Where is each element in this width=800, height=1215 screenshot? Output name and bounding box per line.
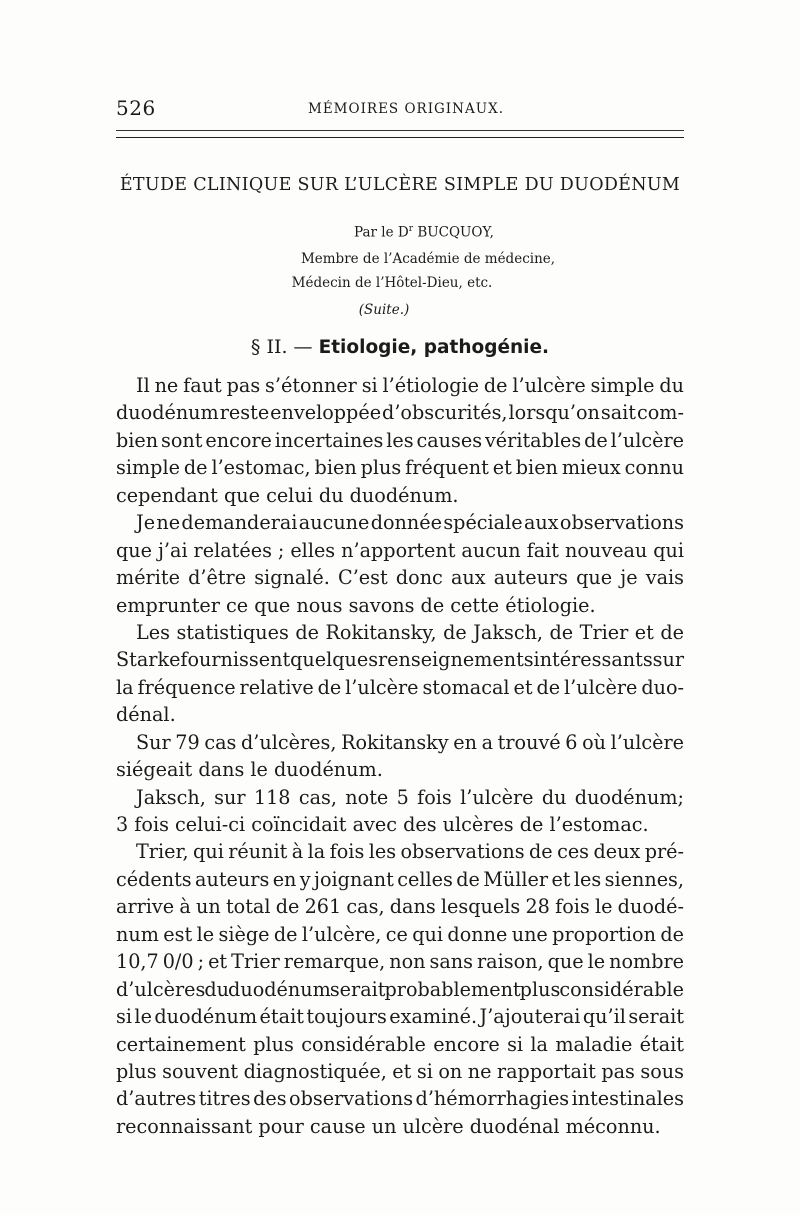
text-line: Je ne demanderai aucune donnée spéciale aux observations (136, 511, 684, 535)
text-line: emprunter ce que nous savons de cette étiologie. (116, 593, 596, 617)
text-line: Les statistiques de Rokitansky, de Jaksch, de Trier et de (136, 620, 684, 644)
running-title: MÉMOIRES ORIGINAUX. (308, 101, 504, 117)
page-number: 526 (116, 96, 156, 120)
text-line: Il ne faut pas s’étonner si l’étiologie de l’ulcère simple du (136, 374, 684, 397)
text-line: d’autres titres des observations d’hémorrhagies intestinales (116, 1087, 684, 1111)
article-title: ÉTUDE CLINIQUE SUR L’ULCÈRE SIMPLE DU DUODÉNUM (119, 175, 681, 195)
body-text (116, 372, 688, 1140)
text-line: certainement plus considérable encore si la maladie était (116, 1032, 684, 1056)
text-line: reconnaissant pour cause un ulcère duodénal méconnu. (116, 1114, 661, 1138)
text-line: dénal. (116, 703, 176, 727)
text-line: duodénum reste enveloppée d’obscurités, lorsqu’on sait com- (116, 401, 684, 425)
text-line: plus souvent diagnostiquée, et si on ne rapportait pas sous (116, 1059, 684, 1083)
header-rule-thin (116, 130, 684, 131)
text-line: arrive à un total de 261 cas, dans lesquels 28 fois le duodé- (116, 895, 684, 919)
author-affiliation-hospital: Médecin de l’Hôtel-Dieu, etc. (291, 275, 493, 291)
author-title-superscript: r (408, 224, 414, 234)
text-line: num est le siège de l’ulcère, ce qui donne une proportion de (116, 922, 684, 946)
text-line: Sur 79 cas d’ulcères, Rokitansky en a trouvé 6 où l’ulcère (136, 730, 684, 754)
text-line: cédents auteurs en y joignant celles de Müller et les siennes, (116, 867, 684, 891)
section-title: Etiologie, pathogénie. (318, 337, 550, 358)
text-line: la fréquence relative de l’ulcère stomacal et de l’ulcère duo- (116, 675, 684, 699)
author-name: BUCQUOY, (413, 224, 494, 241)
text-line: bien sont encore incertaines les causes véritables de l’ulcère (116, 428, 684, 452)
text-line: d’ulcères du duodénum serait probablement plus considérable (116, 977, 684, 1001)
author-line (140, 224, 708, 241)
text-line: si le duodénum était toujours examiné. J’ajouterai qu’il serait (116, 1005, 684, 1029)
text-line: 3 fois celui-ci coïncidait avec des ulcères de l’estomac. (116, 813, 649, 836)
text-line: 10,7 0/0 ; et Trier remarque, non sans raison, que le nombre (116, 950, 684, 974)
author-affiliation-academy: Membre de l’Académie de médecine, (300, 251, 556, 267)
text-line: Starke fournissent quelques renseignements intéressants sur (116, 648, 684, 672)
text-line: cependant que celui du duodénum. (116, 483, 459, 507)
text-line: que j’ai relatées ; elles n’apportent aucun fait nouveau qui (116, 538, 684, 562)
text-line: siégeait dans le duodénum. (116, 758, 383, 782)
text-line: Trier, qui réunit à la fois les observations de ces deux pré- (136, 840, 684, 864)
text-line: mérite d’être signalé. C’est donc aux auteurs que je vais (116, 566, 684, 590)
author-prefix: Par le D (354, 224, 409, 241)
text-line: simple de l’estomac, bien plus fréquent et bien mieux connu (116, 456, 684, 480)
section-heading (116, 336, 684, 358)
section-number: § II. — (250, 336, 319, 358)
text-line: Jaksch, sur 118 cas, note 5 fois l’ulcère du duodénum; (136, 785, 684, 809)
header-rule-thick (116, 137, 684, 138)
running-head (116, 96, 684, 122)
continuation-note: (Suite.) (358, 302, 410, 318)
